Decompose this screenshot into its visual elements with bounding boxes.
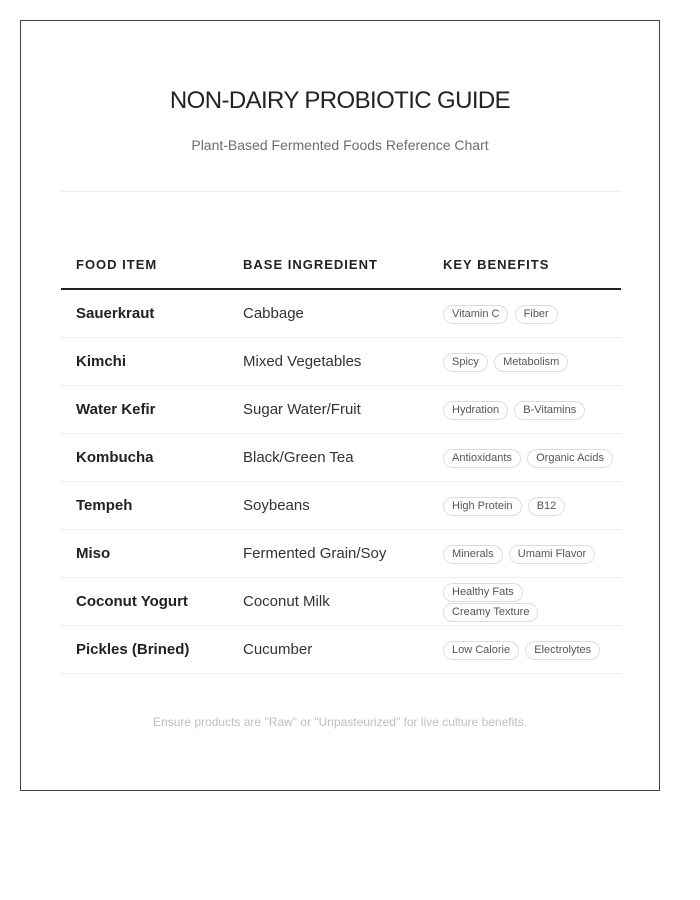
table-row [61,626,621,674]
benefit-tag: Metabolism [494,353,568,372]
benefit-tag: Minerals [443,545,503,564]
table-row [61,578,621,626]
base-ingredient-cell: Fermented Grain/Soy [228,530,427,578]
page-subtitle: Plant-Based Fermented Foods Reference Chart [191,137,489,153]
table-row [61,338,621,386]
key-benefits-cell [427,482,621,530]
table-header-row [61,240,621,289]
table-row [61,386,621,434]
probiotic-table [61,240,621,674]
key-benefits-cell [427,434,621,482]
benefit-tag: High Protein [443,497,522,516]
table-row [61,289,621,338]
column-header-food-item: FOOD ITEM [61,240,228,289]
header-divider [61,191,621,192]
table-row [61,482,621,530]
table-row [61,530,621,578]
benefit-tag: Organic Acids [527,449,613,468]
benefit-tag: B12 [528,497,566,516]
key-benefits-cell [427,578,621,626]
food-item-cell: Coconut Yogurt [61,578,228,626]
page-title: NON-DAIRY PROBIOTIC GUIDE [169,87,511,114]
key-benefits-cell [427,530,621,578]
base-ingredient-cell: Cucumber [228,626,427,674]
food-item-cell: Tempeh [61,482,228,530]
benefit-tag: Umami Flavor [509,545,595,564]
food-item-cell: Pickles (Brined) [61,626,228,674]
column-header-base-ingredient: BASE INGREDIENT [228,240,427,289]
table-row [61,434,621,482]
food-item-cell: Kimchi [61,338,228,386]
base-ingredient-cell: Black/Green Tea [228,434,427,482]
food-item-cell: Water Kefir [61,386,228,434]
base-ingredient-cell: Coconut Milk [228,578,427,626]
benefit-tag: Low Calorie [443,641,519,660]
benefit-tag: Fiber [515,305,558,324]
benefit-tag: Antioxidants [443,449,521,468]
benefit-tag: Electrolytes [525,641,600,660]
benefit-tag: Healthy Fats [443,583,523,602]
base-ingredient-cell: Soybeans [228,482,427,530]
food-item-cell: Sauerkraut [61,289,228,338]
footer-note: Ensure products are "Raw" or "Unpasteurized" for live culture benefits. [153,715,527,729]
column-header-key-benefits: KEY BENEFITS [427,240,621,289]
benefit-tag: B-Vitamins [514,401,585,420]
food-item-cell: Kombucha [61,434,228,482]
benefit-tag: Spicy [443,353,488,372]
key-benefits-cell [427,338,621,386]
guide-card [20,20,660,791]
benefit-tag: Vitamin C [443,305,508,324]
key-benefits-cell [427,626,621,674]
benefit-tag: Hydration [443,401,508,420]
key-benefits-cell [427,386,621,434]
key-benefits-cell [427,289,621,338]
base-ingredient-cell: Sugar Water/Fruit [228,386,427,434]
food-item-cell: Miso [61,530,228,578]
base-ingredient-cell: Cabbage [228,289,427,338]
benefit-tag: Creamy Texture [443,603,538,622]
base-ingredient-cell: Mixed Vegetables [228,338,427,386]
